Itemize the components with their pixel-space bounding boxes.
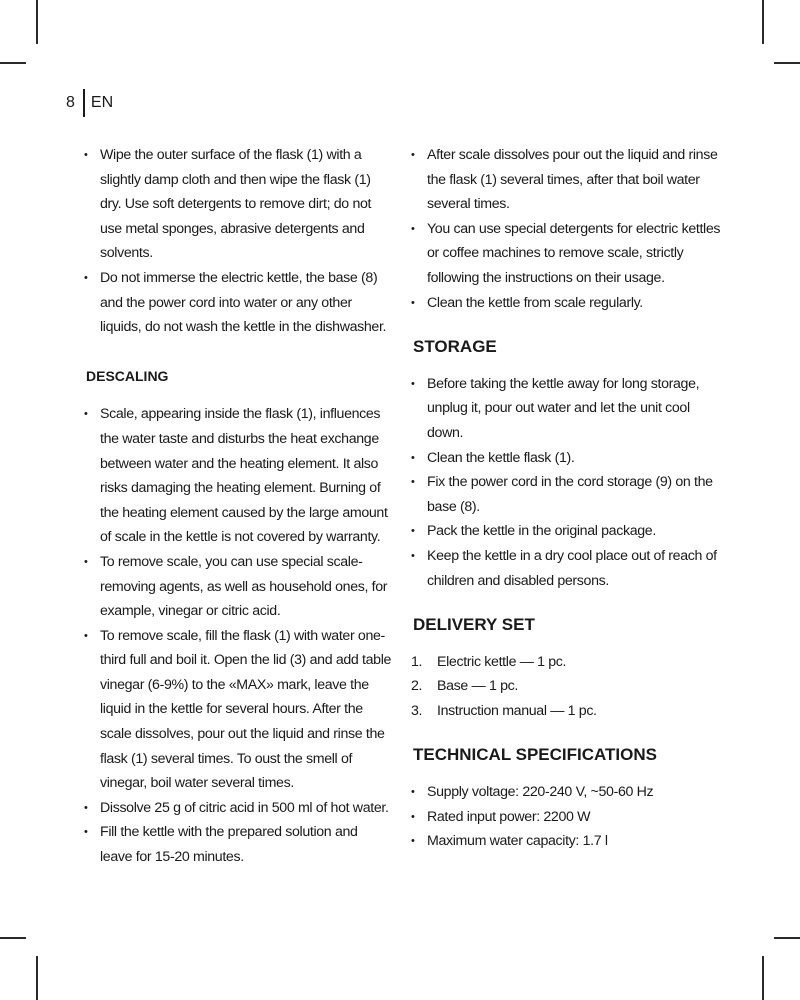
header-divider [83,89,85,117]
bullet-icon: • [411,525,415,538]
section-title-technical-specifications: TECHNICAL SPECIFICATIONS [413,745,657,765]
list-item: 3. Instruction manual — 1 pc. [411,702,597,719]
bullet-icon: • [411,149,415,161]
bullet-icon: • [84,408,88,421]
list-item: • Wipe the outer surface of the flask (1) with a slightly damp cloth and then wipe the flask (1) dry. Use soft detergents to remove dirt; do not use metal sponges, abrasive detergents and solvents. [80,143,392,266]
list-item: • Before taking the kettle away for long storage, unplug it, pour out water and let the unit cool down. [407,372,722,446]
bullet-icon: • [84,801,88,814]
page-header [66,88,113,118]
section-title-delivery-set: DELIVERY SET [413,615,535,635]
list-item: • Clean the kettle flask (1). [407,446,722,471]
list-item: • Dissolve 25 g of citric acid in 500 ml of hot water. [80,796,392,821]
bullet-icon: • [84,629,88,642]
bullet-icon: • [411,377,415,390]
bullet-icon: • [411,296,415,309]
bullet-icon: • [411,476,415,489]
list-item: • To remove scale, fill the flask (1) with water one-third full and boil it. Open the lid (3) and add table vinegar (6-9%) to the «MAX» mark, leave the liquid in the kettle for several hours. After the scale dissolves, pour out the liquid and rinse the flask (1) several times. To oust the smell of vinegar, boil water several times. [80,624,392,796]
list-item: 1. Electric kettle — 1 pc. [411,653,567,670]
list-item: • Keep the kettle in a dry cool place out of reach of children and disabled persons. [407,544,722,593]
bullet-icon: • [411,786,415,799]
crop-mark [774,62,800,64]
bullet-icon: • [411,222,415,235]
page-number: 8 [66,94,75,111]
list-item: • Rated input power: 2200 W [407,805,722,830]
crop-mark [762,956,764,1000]
cleaning-list [80,143,392,340]
list-item: • Fix the power cord in the cord storage (9) on the base (8). [407,470,722,519]
descaling-continued-list [407,143,722,315]
list-item: • You can use special detergents for electric kettles or coffee machines to remove scale, strictly following the instructions on their usage. [407,217,722,291]
list-item: • Clean the kettle from scale regularly. [407,291,722,316]
specs-list [407,780,722,854]
list-item: • Supply voltage: 220-240 V, ~50-60 Hz [407,780,722,805]
crop-mark [0,937,26,939]
bullet-icon: • [411,549,415,562]
storage-list [407,372,722,593]
list-item: • Scale, appearing inside the flask (1), influences the water taste and disturbs the heat exchange between water and the heating element. It also risks damaging the heating element. Burning of the heating element caused by the large amount of scale in the kettle is not covered by warranty. [80,402,392,550]
bullet-icon: • [411,835,415,848]
language-code: EN [90,94,114,111]
left-column [80,143,392,870]
list-item: • Pack the kettle in the original package. [407,519,722,544]
list-item: • To remove scale, you can use special scale-removing agents, as well as household ones, for example, vinegar or citric acid. [80,550,392,624]
delivery-list [407,650,722,724]
bullet-icon: • [411,451,415,464]
list-item: • Fill the kettle with the prepared solution and leave for 15-20 minutes. [80,820,392,869]
list-item: • Maximum water capacity: 1.7 l [407,829,722,854]
list-item: 2. Base — 1 pc. [411,678,518,695]
list-item: • After scale dissolves pour out the liquid and rinse the flask (1) several times, after that boil water several times. [407,143,722,217]
crop-mark [36,956,38,1000]
bullet-icon: • [411,810,415,823]
right-column [407,143,722,854]
bullet-icon: • [84,149,88,161]
descaling-list [80,402,392,869]
list-item: • Do not immerse the electric kettle, the base (8) and the power cord into water or any other liquids, do not wash the kettle in the dishwasher. [80,266,392,340]
crop-mark [36,0,38,44]
section-title-storage: STORAGE [413,337,497,357]
crop-mark [0,62,26,64]
bullet-icon: • [84,555,88,568]
crop-mark [774,937,800,939]
bullet-icon: • [84,271,88,284]
crop-mark [762,0,764,44]
bullet-icon: • [84,826,88,839]
section-title-descaling: DESCALING [86,367,169,384]
